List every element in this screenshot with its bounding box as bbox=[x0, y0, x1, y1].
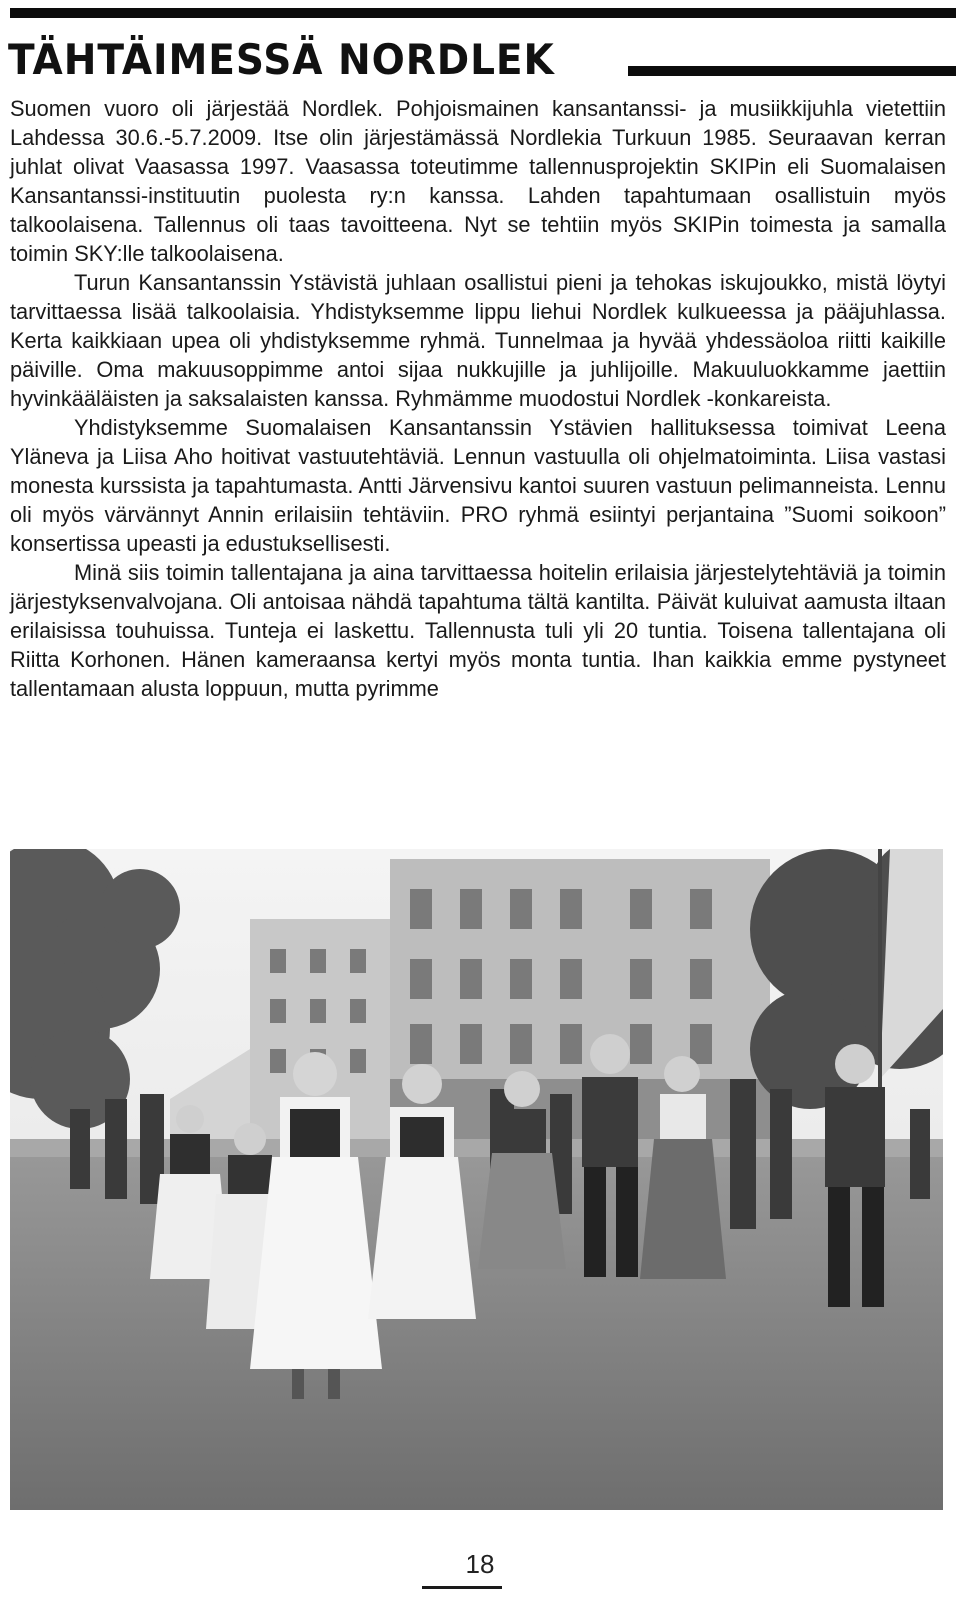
page-title: TÄHTÄIMESSÄ NORDLEK bbox=[8, 35, 555, 84]
paragraph: Minä siis toimin tallentajana ja aina tarvittaessa hoitelin erilaisia järjestelytehtäviä ja toimin järjestyksenvalvojana. Oli antoisaa nähdä tapahtuma tältä kantilta. Päivät kuluivat aamusta iltaan erilaisissa touhuissa. Tunteja ei laskettu. Tallennusta tuli yli 20 tuntia. Toisena tallentajana oli Riitta Korhonen. Hänen kameraansa kertyi myös monta tuntia. Ihan kaikkia emme pystyneet tallentamaan alusta loppuun, mutta pyrimme bbox=[10, 560, 946, 701]
parade-photo bbox=[10, 849, 943, 1510]
paragraph: Suomen vuoro oli järjestää Nordlek. Pohjoismainen kansantanssi- ja musiikkijuhla vietettiin Lahdessa 30.6.-5.7.2009. Itse olin järjestämässä Nordlekia Turkuun 1985. Seuraavan kerran juhlat olivat Vaasassa 1997. Vaasassa toteutimme tallennusprojektin SKIPin eli Suomalaisen Kansantanssi-instituutin puolesta ry:n kanssa. Lahden tapahtumaan osallistuin myös talkoolaisena. Tallennus oli taas tavoitteena. Nyt se tehtiin myös SKIPin toimesta ja samalla toimin SKY:lle talkoolaisena. bbox=[10, 96, 946, 266]
title-row bbox=[8, 35, 956, 84]
article-body bbox=[10, 94, 946, 703]
page-number: 18 bbox=[465, 1549, 495, 1579]
page-number-rule bbox=[422, 1586, 502, 1589]
paragraph: Turun Kansantanssin Ystävistä juhlaan osallistui pieni ja tehokas iskujoukko, mistä löytyi tarvittaessa lisää talkoolaisia. Yhdistyksemme lippu liehui Nordlek kulkueessa ja pääjuhlassa. Kerta kaikkiaan upea oli yhdistyksemme ryhmä. Tunnelmaa ja hyvää yhdessäoloa riitti kaikille päiville. Oma makuusoppimme antoi sijaa nukkujille ja juhlijoille. Makuuluokkamme jaettiin hyvinkääläisten ja saksalaisten kanssa. Ryhmämme muodostui Nordlek -konkareista. bbox=[10, 270, 946, 411]
title-bar bbox=[628, 66, 956, 76]
top-rule bbox=[10, 8, 956, 18]
paragraph: Yhdistyksemme Suomalaisen Kansantanssin Ystävien hallituksessa toimivat Leena Yläneva ja Liisa Aho hoitivat vastuutehtäviä. Lennun vastuulla oli ohjelmatoiminta. Liisa vastasi monesta kurssista ja tapahtumasta. Antti Järvensivu kantoi suuren vastuun pelimanneista. Lennu oli myös värvännyt Annin erilaisiin tehtäviin. PRO ryhmä esiintyi perjantaina ”Suomi soikoon” konsertissa upeasti ja edustuksellisesti. bbox=[10, 415, 946, 556]
